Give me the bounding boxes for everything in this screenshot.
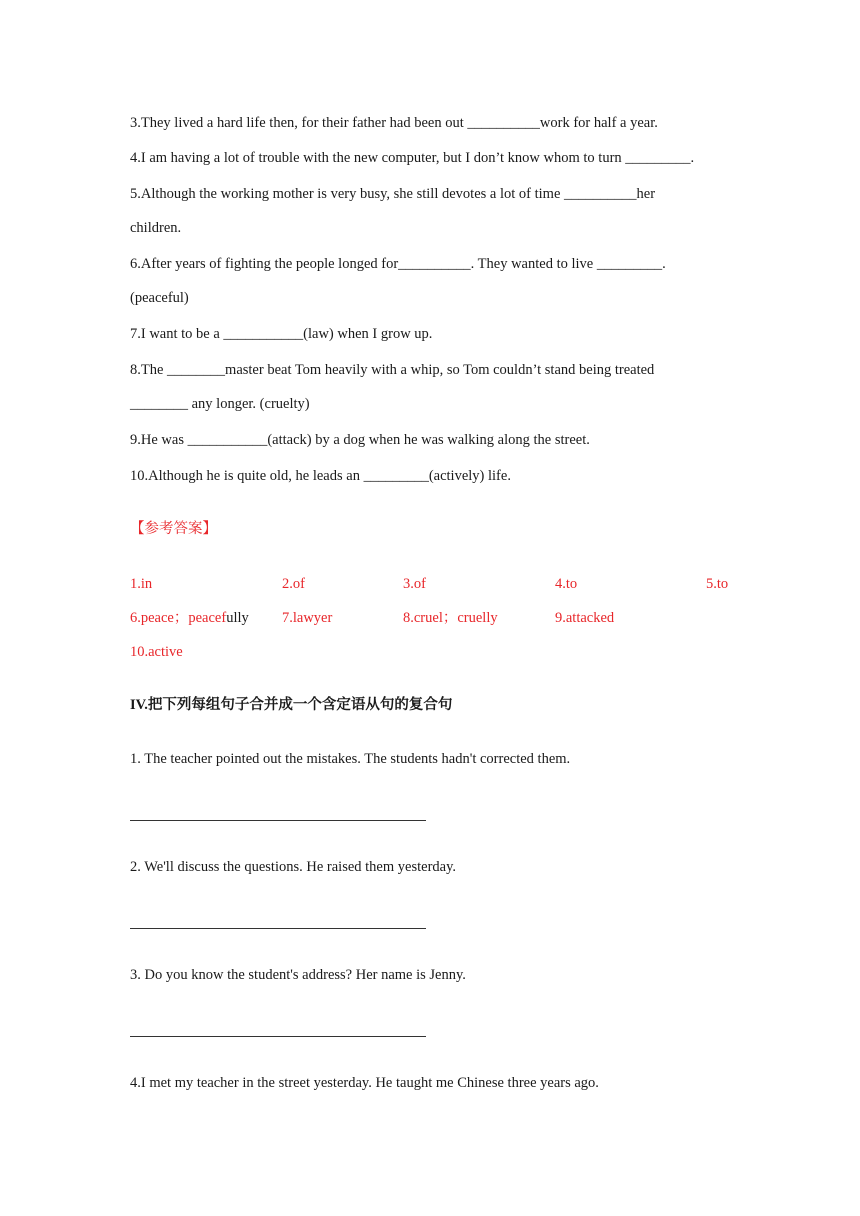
combine-sentence-2: 2. We'll discuss the questions. He raised them yesterday.	[130, 859, 457, 875]
answer-10: 10.active	[130, 644, 183, 660]
question-8-line-1: 8.The ________master beat Tom heavily with a whip, so Tom couldn’t stand being treated	[130, 362, 655, 378]
combine-sentence-1: 1. The teacher pointed out the mistakes. The students hadn't corrected them.	[130, 751, 571, 767]
question-9: 9.He was ___________(attack) by a dog when he was walking along the street.	[130, 432, 590, 448]
answer-blank-line-2	[130, 928, 426, 929]
answer-9: 9.attacked	[555, 610, 615, 626]
answer-6-black-part: ully	[226, 610, 249, 626]
question-5-line-1: 5.Although the working mother is very busy, she still devotes a lot of time __________her	[130, 186, 656, 202]
question-10: 10.Although he is quite old, he leads an _________(actively) life.	[130, 468, 511, 484]
answer-6	[130, 609, 249, 627]
question-4: 4.I am having a lot of trouble with the new computer, but I don’t know whom to turn _________.	[130, 150, 695, 166]
answer-2: 2.of	[282, 576, 305, 592]
answer-4: 4.to	[555, 576, 578, 592]
answer-3: 3.of	[403, 576, 426, 592]
question-5-line-2: children.	[130, 220, 182, 236]
question-3: 3.They lived a hard life then, for their father had been out __________work for half a year.	[130, 115, 658, 131]
answer-6-red-part: 6.peace；peacef	[130, 610, 227, 626]
answer-blank-line-3	[130, 1036, 426, 1037]
question-7: 7.I want to be a ___________(law) when I grow up.	[130, 326, 433, 342]
section-iv-heading: IV.把下列每组句子合并成一个含定语从句的复合句	[130, 697, 453, 713]
question-6-line-2: (peaceful)	[130, 290, 189, 306]
question-8-line-2: ________ any longer. (cruelty)	[130, 396, 310, 412]
question-6-line-1: 6.After years of fighting the people longed for__________. They wanted to live _________.	[130, 256, 666, 272]
answer-key-title: 【参考答案】	[130, 521, 217, 537]
answer-blank-line-1	[130, 820, 426, 821]
answer-8: 8.cruel；cruelly	[403, 610, 498, 626]
answer-5: 5.to	[706, 576, 729, 592]
answer-1: 1.in	[130, 576, 153, 592]
answer-7: 7.lawyer	[282, 610, 333, 626]
combine-sentence-4: 4.I met my teacher in the street yesterday. He taught me Chinese three years ago.	[130, 1075, 599, 1091]
combine-sentence-3: 3. Do you know the student's address? Her name is Jenny.	[130, 967, 466, 983]
